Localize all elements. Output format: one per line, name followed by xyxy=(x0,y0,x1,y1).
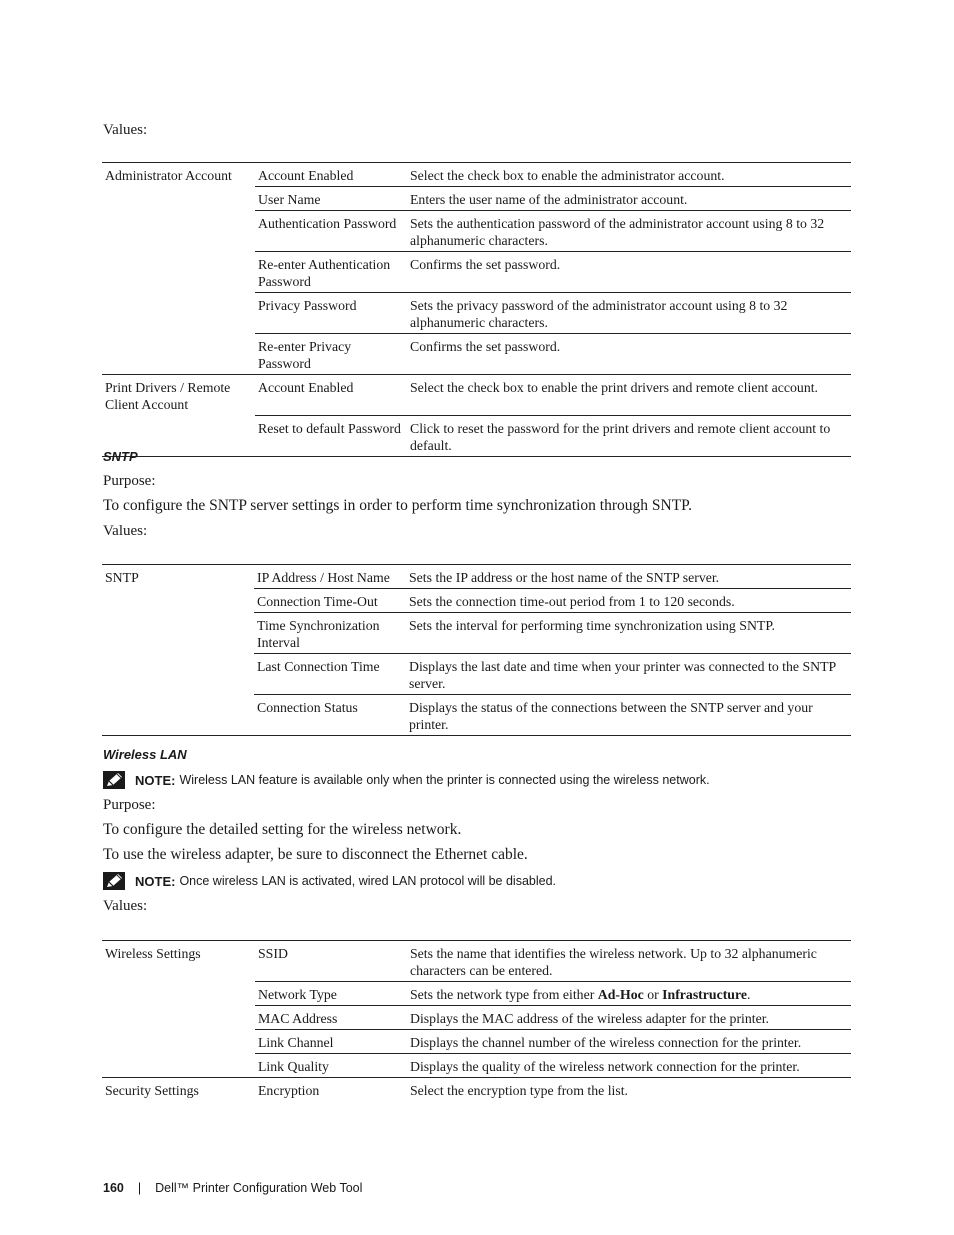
table-cell xyxy=(102,1054,255,1078)
table-cell: Confirms the set password. xyxy=(407,334,851,375)
admin-values-table xyxy=(102,162,851,457)
footer-separator: | xyxy=(137,1181,142,1195)
note-1 xyxy=(103,771,710,789)
table-cell: SSID xyxy=(255,941,407,982)
table-cell xyxy=(407,982,851,1006)
table-cell: Sets the connection time-out period from 1 to 120 seconds. xyxy=(406,589,851,613)
table-cell: Re-enter Privacy Password xyxy=(255,334,407,375)
table-row xyxy=(102,415,851,456)
note-label: NOTE: xyxy=(135,873,176,889)
purpose-label: Purpose: xyxy=(103,473,156,489)
table-row xyxy=(102,565,851,589)
table-row xyxy=(102,1078,851,1102)
table-cell xyxy=(102,293,255,334)
table-cell: Privacy Password xyxy=(255,293,407,334)
section-heading-wireless-lan: Wireless LAN xyxy=(103,747,187,762)
page-footer xyxy=(103,1181,362,1195)
table-cell xyxy=(102,613,254,654)
table-cell: Print Drivers / Remote Client Account xyxy=(105,380,231,412)
keyword-ad-hoc: Ad-Hoc xyxy=(597,987,644,1002)
table-cell: Wireless Settings xyxy=(102,941,255,982)
desc-text: or xyxy=(643,987,663,1002)
table-cell: Sets the interval for performing time synchronization using SNTP. xyxy=(406,613,851,654)
page-number: 160 xyxy=(103,1181,124,1195)
table-cell xyxy=(102,695,254,736)
table-cell: Displays the last date and time when your printer was connected to the SNTP server. xyxy=(406,654,851,695)
table-cell: Sets the name that identifies the wireless network. Up to 32 alphanumeric characters can be entered. xyxy=(407,941,851,982)
table-row xyxy=(102,1054,851,1078)
table-cell: Network Type xyxy=(255,982,407,1006)
table-row xyxy=(102,589,851,613)
table-row xyxy=(102,211,851,252)
table-cell: Authentication Password xyxy=(255,211,407,252)
table-row xyxy=(102,252,851,293)
values-label: Values: xyxy=(103,122,148,138)
note-label: NOTE: xyxy=(135,772,176,788)
table-cell xyxy=(102,211,255,252)
table-cell: Reset to default Password xyxy=(255,415,407,456)
section-heading-sntp: SNTP xyxy=(103,449,138,464)
table-cell xyxy=(102,654,254,695)
table-cell: Displays the quality of the wireless network connection for the printer. xyxy=(407,1054,851,1078)
table-cell: User Name xyxy=(255,187,407,211)
table-cell: Confirms the set password. xyxy=(407,252,851,293)
table-cell: Enters the user name of the administrator account. xyxy=(407,187,851,211)
table-cell xyxy=(102,252,255,293)
table-cell xyxy=(102,1030,255,1054)
table-cell: Link Quality xyxy=(255,1054,407,1078)
sntp-values-table xyxy=(102,564,851,736)
table-cell: Select the encryption type from the list. xyxy=(410,1083,629,1098)
table-cell xyxy=(102,187,255,211)
table-cell: Link Channel xyxy=(255,1030,407,1054)
table-cell: Displays the channel number of the wireless connection for the printer. xyxy=(407,1030,851,1054)
table-row xyxy=(102,1030,851,1054)
purpose-label: Purpose: xyxy=(103,797,156,813)
footer-title: Dell™ Printer Configuration Web Tool xyxy=(155,1181,363,1195)
table-cell: Account Enabled xyxy=(255,375,407,416)
purpose-text: To configure the SNTP server settings in order to perform time synchronization through SNTP. xyxy=(103,497,692,514)
desc-text: . xyxy=(746,987,751,1002)
purpose-text-2: To use the wireless adapter, be sure to disconnect the Ethernet cable. xyxy=(103,846,528,863)
table-cell: Account Enabled xyxy=(255,163,407,187)
table-row xyxy=(102,1006,851,1030)
table-cell: Click to reset the password for the print drivers and remote client account to default. xyxy=(407,415,851,456)
table-row xyxy=(102,941,851,982)
table-cell: Sets the authentication password of the administrator account using 8 to 32 alphanumeric characters. xyxy=(407,211,851,252)
table-cell: IP Address / Host Name xyxy=(254,565,406,589)
table-row xyxy=(102,654,851,695)
table-cell xyxy=(102,982,255,1006)
table-row xyxy=(102,613,851,654)
table-row xyxy=(102,375,851,416)
table-cell: Sets the privacy password of the administrator account using 8 to 32 alphanumeric characters. xyxy=(407,293,851,334)
values-label: Values: xyxy=(103,898,148,914)
table-cell: Security Settings xyxy=(105,1083,199,1098)
table-cell: Time Synchronization Interval xyxy=(254,613,406,654)
purpose-text-1: To configure the detailed setting for the wireless network. xyxy=(103,821,462,838)
table-cell xyxy=(102,589,254,613)
table-cell: Encryption xyxy=(258,1083,320,1098)
table-cell: Connection Time-Out xyxy=(254,589,406,613)
table-cell: Displays the status of the connections between the SNTP server and your printer. xyxy=(406,695,851,736)
note-pencil-icon xyxy=(103,872,125,890)
table-cell: Connection Status xyxy=(254,695,406,736)
table-row xyxy=(102,293,851,334)
table-row xyxy=(102,187,851,211)
table-cell: Select the check box to enable the print drivers and remote client account. xyxy=(407,375,851,416)
note-2 xyxy=(103,872,556,890)
note-text: Wireless LAN feature is available only when the printer is connected using the wireless network. xyxy=(179,773,710,787)
table-row xyxy=(102,334,851,375)
table-cell: Displays the MAC address of the wireless adapter for the printer. xyxy=(407,1006,851,1030)
table-cell: Last Connection Time xyxy=(254,654,406,695)
table-cell: Administrator Account xyxy=(102,163,255,187)
wireless-values-table xyxy=(102,940,851,1101)
table-cell: Select the check box to enable the administrator account. xyxy=(407,163,851,187)
table-cell: Re-enter Authentication Password xyxy=(255,252,407,293)
table-cell: Sets the IP address or the host name of the SNTP server. xyxy=(406,565,851,589)
table-cell xyxy=(102,1006,255,1030)
keyword-infrastructure: Infrastructure xyxy=(662,987,747,1002)
table-row xyxy=(102,982,851,1006)
table-cell xyxy=(102,334,255,375)
table-row xyxy=(102,695,851,736)
table-cell: SNTP xyxy=(102,565,254,589)
table-row xyxy=(102,163,851,187)
desc-text: Sets the network type from either xyxy=(410,987,598,1002)
note-text: Once wireless LAN is activated, wired LAN protocol will be disabled. xyxy=(179,874,557,888)
table-cell: MAC Address xyxy=(255,1006,407,1030)
note-pencil-icon xyxy=(103,771,125,789)
values-label: Values: xyxy=(103,523,148,539)
